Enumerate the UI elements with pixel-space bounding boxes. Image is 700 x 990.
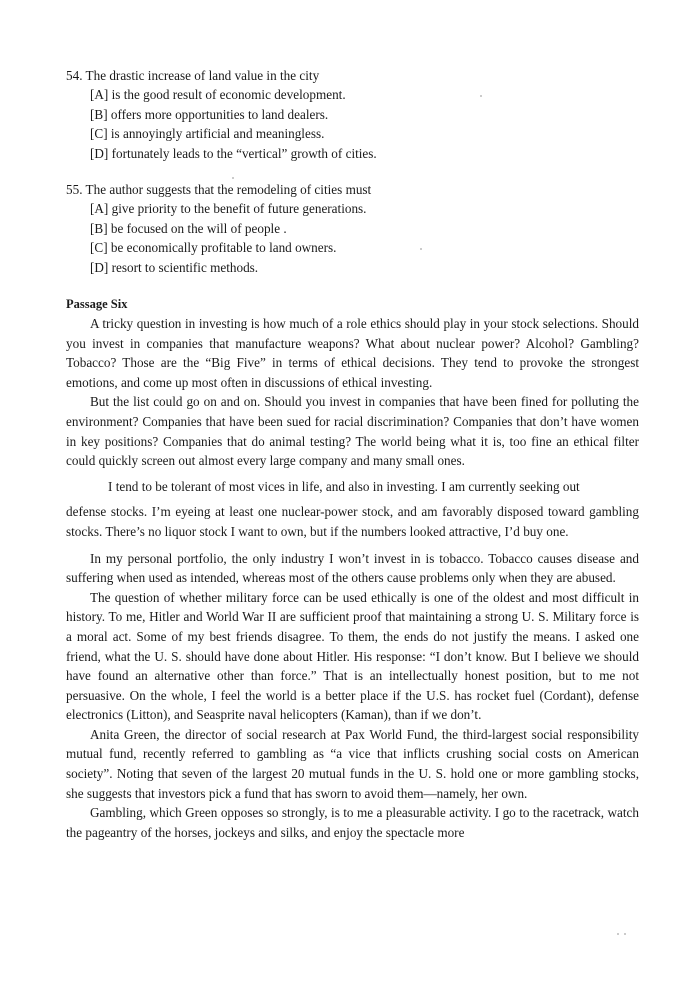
paragraph-2: But the list could go on and on. Should you invest in companies that have been fined for polluting the environment? Companies that have been sued for racial discrimination? Companies that don’t have women in key positions? Companies that do animal testing? The world being what it is, too fine an ethical filter could quickly screen out almost every large company and many small ones. xyxy=(66,394,639,469)
paragraph-3-continued: defense stocks. I’m eyeing at least one nuclear-power stock, and am favorably disposed toward gambling stocks. There’s no liquor stock I want to own, but if the numbers looked attractive, I’d buy one. xyxy=(66,504,639,539)
scan-speck xyxy=(420,248,422,250)
scan-speck xyxy=(480,95,482,97)
paragraph-6: Anita Green, the director of social research at Pax World Fund, the third-largest social responsibility mutual fund, recently referred to gambling as “a vice that inflicts crushing social costs on American society”. Noting that seven of the largest 20 mutual funds in the U. S. hold one or more gambling stocks, she suggests that investors pick a fund that has sworn to avoid them—namely, her own. xyxy=(66,726,639,801)
scan-speck xyxy=(617,933,619,935)
paragraph-4: In my personal portfolio, the only industry I won’t invest in is tobacco. Tobacco causes disease and suffering when used as intended, whereas most of the others cause problems only when they are abused. xyxy=(66,550,639,586)
option-c: [C] is annoyingly artificial and meaningless. xyxy=(90,126,325,141)
scan-speck xyxy=(232,177,234,179)
option-a: [A] give priority to the benefit of future generations. xyxy=(90,201,367,216)
scan-speck xyxy=(624,933,626,935)
option-a: [A] is the good result of economic development. xyxy=(90,87,346,102)
option-b: [B] be focused on the will of people . xyxy=(90,220,287,236)
paragraph-7: Gambling, which Green opposes so strongly, is to me a pleasurable activity. I go to the racetrack, watch the pageantry of the horses, jockeys and silks, and enjoy the spectacle more xyxy=(66,805,639,840)
question-stem: 55. The author suggests that the remodeling of cities must xyxy=(66,182,372,197)
paragraph-3-first-line: I tend to be tolerant of most vices in life, and also in investing. I am currently seeking out xyxy=(108,478,580,494)
option-d: [D] resort to scientific methods. xyxy=(90,259,259,275)
option-d: [D] fortunately leads to the “vertical” growth of cities. xyxy=(90,145,377,161)
question-stem: 54. The drastic increase of land value in the city xyxy=(66,68,320,83)
paragraph-1: A tricky question in investing is how much of a role ethics should play in your stock selections. Should you invest in companies that manufacture weapons? What about nuclear power? Alcohol? Gambling? Tobacco? Those are the “Big Five” in terms of ethical decisions. They tend to provoke the strongest emotions, and come up most often in discussions of ethical investing. xyxy=(66,316,639,390)
paragraph-5: The question of whether military force can be used ethically is one of the oldest and most difficult in history. To me, Hitler and World War II are sufficient proof that maintaining a strong U. S. Military force is a moral act. Some of my best friends disagree. To them, the ends do not justify the means. I asked one friend, what the U. S. should have done about Hitler. His response: “I don’t know. But I believe we should have found an alternative other than force.” That is an intellectually honest position, but to me not persuasive. On the whole, I feel the world is a better place if the U.S. has rocket fuel (Cordant), defense electronics (Litton), and Seasprite naval helicopters (Kaman), than if we don’t. xyxy=(66,589,639,723)
question-54 xyxy=(66,66,626,163)
passage-title: Passage Six xyxy=(66,297,128,311)
option-c: [C] be economically profitable to land owners. xyxy=(90,240,337,255)
question-55 xyxy=(66,180,626,277)
option-b: [B] offers more opportunities to land dealers. xyxy=(90,106,329,122)
passage-six xyxy=(66,295,639,842)
